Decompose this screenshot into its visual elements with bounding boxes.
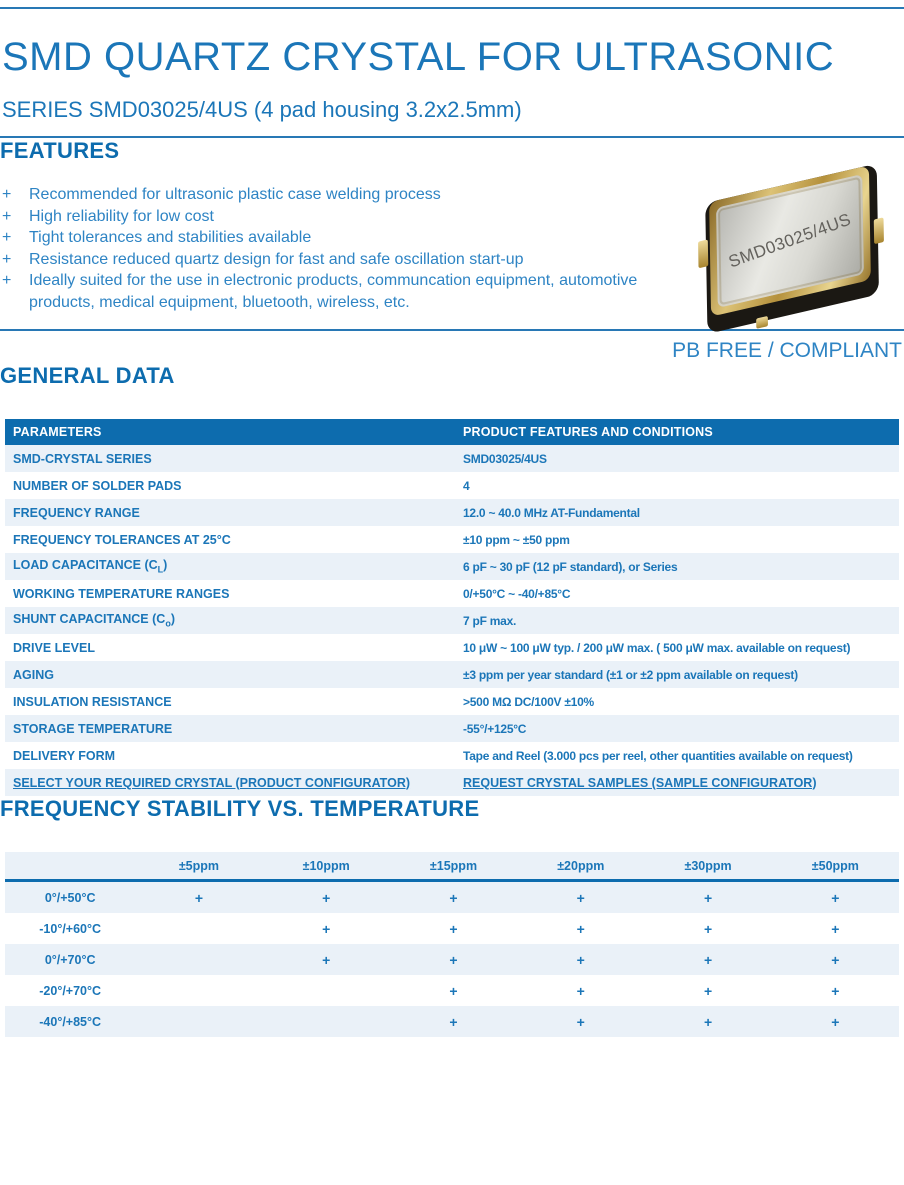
parameter-cell: DRIVE LEVEL bbox=[13, 640, 95, 655]
table-row bbox=[5, 715, 899, 742]
link-cell bbox=[5, 769, 455, 796]
feature-text: Recommended for ultrasonic plastic case welding process bbox=[29, 186, 441, 203]
availability-empty-cell bbox=[135, 913, 262, 944]
availability-plus-mark: + bbox=[831, 951, 840, 968]
configurator-links-row bbox=[5, 769, 899, 796]
availability-plus-mark: + bbox=[576, 951, 585, 968]
availability-plus-mark: + bbox=[449, 889, 458, 906]
parameter-cell: INSULATION RESISTANCE bbox=[13, 694, 172, 709]
product-photo bbox=[684, 173, 900, 329]
availability-plus-mark: + bbox=[449, 920, 458, 937]
value-cell: 4 bbox=[463, 478, 470, 493]
table-row bbox=[5, 499, 899, 526]
availability-empty-cell bbox=[135, 944, 262, 975]
table-row bbox=[5, 580, 899, 607]
table-row bbox=[5, 526, 899, 553]
temperature-range-cell: -10°/+60°C bbox=[39, 921, 102, 936]
column-header-product-features: PRODUCT FEATURES AND CONDITIONS bbox=[455, 419, 899, 445]
plus-bullet-icon: + bbox=[2, 250, 12, 268]
solder-pad bbox=[874, 217, 884, 244]
availability-empty-cell bbox=[135, 1006, 262, 1037]
availability-empty-cell bbox=[135, 975, 262, 1006]
crystal-package-image bbox=[711, 168, 869, 314]
datasheet-page bbox=[0, 7, 904, 1185]
stability-heading: FREQUENCY STABILITY VS. TEMPERATURE bbox=[0, 796, 480, 821]
link-cell bbox=[455, 769, 899, 796]
page-subtitle: SERIES SMD03025/4US (4 pad housing 3.2x2.5mm) bbox=[2, 97, 522, 122]
availability-plus-mark: + bbox=[703, 1013, 713, 1030]
plus-bullet-icon: + bbox=[2, 207, 12, 225]
availability-plus-mark: + bbox=[576, 920, 585, 937]
parameter-cell: LOAD CAPACITANCE $(C_L)$ bbox=[13, 558, 168, 575]
temperature-range-cell: 0°/+70°C bbox=[44, 952, 96, 967]
availability-plus-mark: + bbox=[576, 889, 585, 906]
temperature-range-cell: -20°/+70°C bbox=[39, 983, 102, 998]
feature-text: Ideally suited for the use in electronic products, communcation equipment, automotive products, medical equipment, bluetooth, wireless, etc. bbox=[29, 272, 638, 311]
table-row bbox=[5, 661, 899, 688]
plus-bullet-icon: + bbox=[2, 186, 12, 203]
availability-plus-mark: + bbox=[831, 1013, 840, 1030]
table-row bbox=[5, 742, 899, 769]
pb-free-compliant-note: PB FREE / COMPLIANT bbox=[672, 339, 902, 362]
availability-empty-cell bbox=[263, 975, 390, 1006]
plus-bullet-icon: + bbox=[2, 272, 12, 289]
availability-plus-mark: + bbox=[831, 889, 840, 906]
feature-item bbox=[2, 206, 702, 228]
temperature-range-cell: 0°/+50°C bbox=[44, 890, 96, 905]
value-cell: ±10 ppm ~ ±50 ppm bbox=[463, 532, 570, 547]
value-cell: Tape and Reel (3.000 pcs per reel, other quantities available on request) bbox=[463, 748, 853, 763]
stability-column-header: ±15ppm bbox=[390, 852, 517, 881]
value-cell: 10 μW ~ 100 μW typ. / 200 μW max. ( 500 μW max. available on request) bbox=[463, 640, 851, 655]
stability-table bbox=[5, 852, 899, 1037]
stability-column-header: ±30ppm bbox=[644, 852, 771, 881]
plus-bullet-icon: + bbox=[2, 229, 12, 246]
general-data-table bbox=[5, 419, 899, 796]
stability-column-header: ±5ppm bbox=[135, 852, 262, 881]
temperature-range-cell: -40°/+85°C bbox=[39, 1014, 102, 1029]
parameter-cell: NUMBER OF SOLDER PADS bbox=[13, 478, 182, 493]
general-data-header-row bbox=[5, 419, 899, 445]
stability-header-row bbox=[5, 852, 899, 881]
top-rule bbox=[0, 7, 904, 9]
parameter-cell: AGING bbox=[13, 667, 54, 682]
table-row bbox=[5, 553, 899, 580]
table-row bbox=[5, 634, 899, 661]
table-row bbox=[5, 472, 899, 499]
parameter-cell: DELIVERY FORM bbox=[13, 748, 116, 763]
product-configurator-link[interactable]: SELECT YOUR REQUIRED CRYSTAL (PRODUCT CONFIGURATOR) bbox=[13, 775, 411, 790]
availability-plus-mark: + bbox=[194, 889, 204, 906]
availability-plus-mark: + bbox=[831, 982, 840, 999]
parameter-cell: STORAGE TEMPERATURE bbox=[13, 721, 173, 736]
parameter-cell: WORKING TEMPERATURE RANGES bbox=[13, 586, 230, 601]
value-cell: 12.0 ~ 40.0 MHz AT-Fundamental bbox=[463, 505, 640, 520]
availability-plus-mark: + bbox=[322, 951, 331, 968]
parameter-cell: SMD-CRYSTAL SERIES bbox=[13, 451, 152, 466]
stability-corner-cell bbox=[5, 852, 135, 881]
table-row bbox=[5, 975, 899, 1006]
stability-column-header: ±20ppm bbox=[517, 852, 644, 881]
page-title: SMD QUARTZ CRYSTAL FOR ULTRASONIC bbox=[2, 35, 835, 79]
value-cell: >500 MΩ DC/100V ±10% bbox=[463, 694, 594, 709]
availability-plus-mark: + bbox=[703, 920, 713, 937]
stability-column-header: ±50ppm bbox=[772, 852, 899, 881]
column-header-parameters: PARAMETERS bbox=[5, 419, 455, 445]
parameter-cell: FREQUENCY TOLERANCES AT 25°C bbox=[13, 532, 231, 547]
availability-plus-mark: + bbox=[322, 920, 331, 937]
value-cell: SMD03025/4US bbox=[463, 451, 547, 466]
table-row bbox=[5, 688, 899, 715]
value-cell: ±3 ppm per year standard (±1 or ±2 ppm available on request) bbox=[463, 667, 798, 682]
table-row bbox=[5, 881, 899, 914]
features-list bbox=[2, 184, 702, 313]
value-cell: 7 pF max. bbox=[463, 613, 517, 628]
general-data-heading: GENERAL DATA bbox=[0, 363, 175, 388]
availability-plus-mark: + bbox=[449, 982, 458, 999]
value-cell: 6 pF ~ 30 pF (12 pF standard), or Series bbox=[463, 559, 678, 574]
availability-plus-mark: + bbox=[576, 982, 585, 999]
stability-column-header: ±10ppm bbox=[263, 852, 390, 881]
sample-configurator-link[interactable]: REQUEST CRYSTAL SAMPLES (SAMPLE CONFIGURATOR) bbox=[463, 775, 817, 790]
solder-pad bbox=[756, 316, 768, 329]
table-row bbox=[5, 913, 899, 944]
crystal-part-label: SMD03025/4US bbox=[726, 209, 854, 272]
feature-text: High reliability for low cost bbox=[29, 207, 214, 225]
value-cell: -55°/+125°C bbox=[463, 721, 527, 736]
feature-text: Tight tolerances and stabilities available bbox=[29, 229, 312, 246]
compliance-rule bbox=[0, 329, 904, 331]
feature-item bbox=[2, 249, 702, 271]
availability-plus-mark: + bbox=[831, 920, 840, 937]
value-cell: 0/+50°C ~ -40/+85°C bbox=[463, 586, 571, 601]
availability-empty-cell bbox=[263, 1006, 390, 1037]
availability-plus-mark: + bbox=[703, 951, 713, 968]
availability-plus-mark: + bbox=[449, 1013, 458, 1030]
availability-plus-mark: + bbox=[322, 889, 331, 906]
feature-item bbox=[2, 184, 702, 206]
feature-item bbox=[2, 270, 702, 313]
table-row bbox=[5, 944, 899, 975]
table-row bbox=[5, 445, 899, 472]
availability-plus-mark: + bbox=[449, 951, 458, 968]
parameter-cell: SHUNT CAPACITANCE $(C_o)$ bbox=[13, 612, 175, 629]
features-heading: FEATURES bbox=[0, 138, 120, 163]
availability-plus-mark: + bbox=[703, 982, 713, 999]
availability-plus-mark: + bbox=[576, 1013, 585, 1030]
feature-item bbox=[2, 227, 702, 249]
parameter-cell: FREQUENCY RANGE bbox=[13, 505, 140, 520]
availability-plus-mark: + bbox=[703, 889, 713, 906]
table-row bbox=[5, 1006, 899, 1037]
table-row bbox=[5, 607, 899, 634]
feature-text: Resistance reduced quartz design for fast and safe oscillation start-up bbox=[29, 250, 524, 268]
